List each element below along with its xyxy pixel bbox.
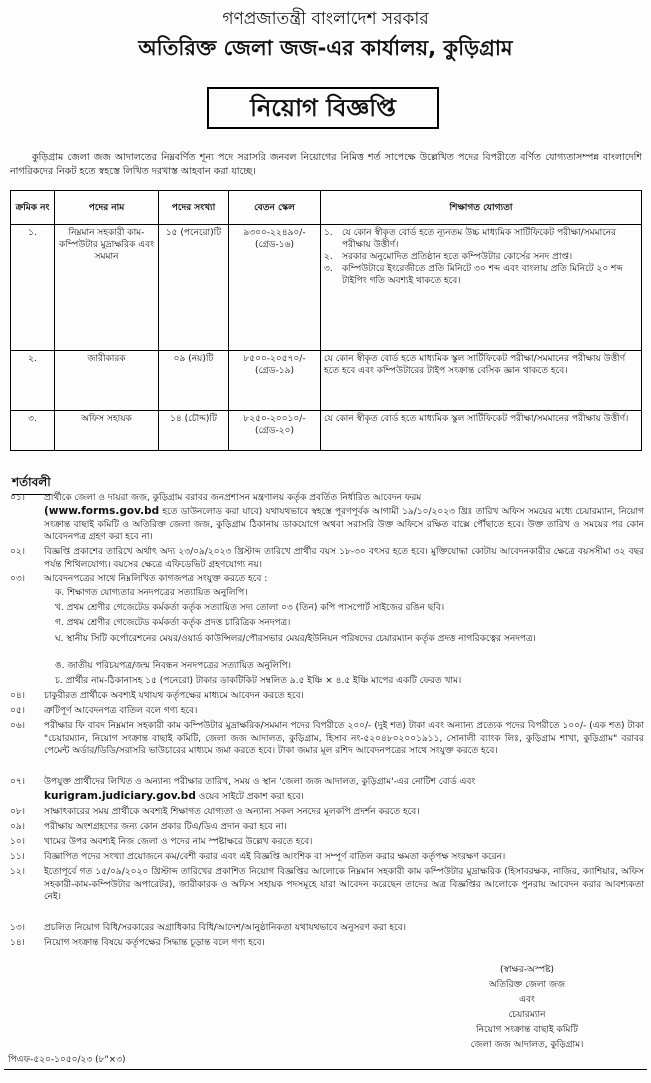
attachment-item: ঘ. স্থানীয় সিটি কর্পোরেশনের মেয়র/ওয়ার্ড কাউন্সিলর/পৌরসভার মেয়র/ইউনিয়ন পরিষদের চেয়ারম্যান কর্তৃক প্রদত্ত নাগরিকত্বের সনদপত্র। [55,634,536,644]
forms-link[interactable]: (www.forms.gov.bd [44,505,160,517]
header-count: পদের সংখ্যা [159,191,229,225]
qualification-cell [321,225,642,351]
table-row [11,411,642,451]
qualification-item: ৩. কম্পিউটারে ইংরেজীতে প্রতি মিনিটে ৩০ শব্দ এবং বাংলায় প্রতি মিনিটে ২০ শব্দ টাইপিং গতি অবশ্যই থাকতে হবে। [324,264,623,286]
bottom-rule [4,1069,647,1070]
condition-item: ১০। খামের উপর অবশ্যই নিজ জেলা ও পদের নাম স্পষ্টাক্ষরে উল্লেখ করতে হবে। [10,837,313,847]
header-post: পদের নাম [55,191,159,225]
condition-item: (www.forms.gov.bd হতে ডাউনলোড করা যাবে) যথাযথভাবে স্বহস্তে পূরণপূর্বক আগামী ১৯/১০/২০২৩ খ্রিঃ তারিখ অফিস সময়ের মধ্যে চেয়ারম্যান, নিয়োগ সংক্রান্ত বাছাই কমিটি ও অতিরিক্ত জেলা জজ, কুড়িগ্রাম ঠিকানায় ডাকযোগে অথবা সরাসরি উক্ত অফিসে রক্ষিত বাক্সে পৌঁছাতে হবে। উক্ত তারিখ ও সময়ের পর কোন আবেদনপত্র গ্রহণ করা হবে না। [44,505,644,543]
post-cell: জারীকারক [55,351,159,411]
table-row [11,351,642,411]
scale-cell: ৮৫০০-২০৫৭০/- (গ্রেড-১৯) [229,351,321,411]
attachment-item: ঙ. জাতীয় পরিচয়পত্র/জন্ম নিবন্ধন সনদপত্রের সত্যায়িত অনুলিপি। [55,661,292,671]
notice-title: নিয়োগ বিজ্ঞপ্তি [207,87,439,129]
signature-mark: (স্বাক্ষর-অস্পষ্ট) [499,965,555,975]
serial-cell: ২. [11,351,55,411]
serial-cell: ১. [11,225,55,351]
condition-item: ০৪। চাকুরীরত প্রার্থীকে অবশ্যই যথাযথ কর্তৃপক্ষের মাধ্যমে আবেদন করতে হবে। [10,691,304,701]
scale-cell: ৯৩০০-২২৪৯০/- (গ্রেড-১৬) [229,225,321,351]
qualification-cell: যে কোন স্বীকৃত বোর্ড হতে মাধ্যমিক স্কুল সার্টিফিকেট পরীক্ষা/সমমানের পরীক্ষায় উত্তীর্ণ। [321,411,642,451]
qualification-item: ২. সরকার অনুমোদিত প্রতিষ্ঠান হতে কম্পিউটার কোর্সের সনদ প্রাপ্ত। [324,252,573,262]
header-qualification: শিক্ষাগত যোগ্যতা [321,191,642,225]
judiciary-website-link[interactable]: kurigram.judiciary.gov.bd [44,790,196,802]
government-heading: গণপ্রজাতন্ত্রী বাংলাদেশ সরকার [222,9,429,29]
condition-item: ০৯। পরীক্ষায় অংশগ্রহণের জন্য কোন প্রকার টিএ/ডিএ প্রদান করা হবে না। [10,822,287,832]
header-scale: বেতন স্কেল [229,191,321,225]
signature-block [422,963,632,1053]
signatory-committee: নিয়োগ সংক্রান্ত বাছাই কমিটি [476,1025,578,1035]
count-cell: ১৪ (চৌদ্দ)টি [159,411,229,451]
table-header-row [11,191,642,225]
condition-item: ০১। প্রার্থীকে জেলা ও দায়রা জজ, কুড়িগ্রাম বরাবর জনপ্রশাসন মন্ত্রণালয় কর্তৃক প্রবর্তিত নির্ধারিত আবেদন ফরম [10,493,422,503]
condition-item: ০৮। সাক্ষাৎকারের সময় প্রার্থীকে অবশ্যই শিক্ষাগত যোগ্যতা ও অন্যান্য সকল সনদের মূলকপি প্রদর্শন করতে হবে। [10,807,420,817]
office-heading: অতিরিক্ত জেলা জজ-এর কার্যালয়, কুড়িগ্রাম [138,36,513,60]
qualification-item: ১. যে কোন স্বীকৃত বোর্ড হতে ন্যূনতম উচ্চ মাধ্যমিক সার্টিফিকেট পরীক্ষা/সমমানের পরীক্ষায় উত্তীর্ণ। [324,228,617,250]
signatory-designation: অতিরিক্ত জেলা জজ [488,980,566,990]
condition-item: ১৩। প্রচলিত নিয়োগ বিধি/সরকারের অগ্রাধিকার বিধি/আদেশ/আনুষ্ঠানিকতা যথাযথভাবে অনুসরণ করা হবে। [10,923,406,933]
signature-conjunction: এবং [519,995,535,1005]
post-cell: নিম্নমান সহকারী কাম-কম্পিউটার মুদ্রাক্ষরিক এবং সমমান [55,225,159,351]
condition-item: ১৪। নিয়োগ সংক্রান্ত বিষয়ে কর্তৃপক্ষের সিদ্ধান্ত চূড়ান্ত বলে গণ্য হবে। [10,938,265,948]
qualification-cell: যে কোন স্বীকৃত বোর্ড হতে মাধ্যমিক স্কুল সার্টিফিকেট পরীক্ষা/সমমানের পরীক্ষায় উত্তীর্ণ হতে হবে এবং কম্পিউটারের টাইপ সংক্রান্ত বেসিক জ্ঞান থাকতে হবে। [321,351,642,411]
count-cell: ০৯ (নয়)টি [159,351,229,411]
intro-paragraph: কুড়িগ্রাম জেলা জজ আদালতের নিম্নবর্ণিত শূন্য পদে সরাসরি জনবল নিয়োগের নিমিত্ত শর্ত সাপেক্ষে উল্লেখিত পদের বিপরীতে বর্ণিত যোগ্যতাসম্পন্ন বাংলাদেশি নাগরিকদের নিকট হতে স্বহস্তে লিখিত দরখাস্ত আহবান করা যাচ্ছে। [10,152,642,177]
table-row [11,225,642,351]
post-cell: অফিস সহায়ক [55,411,159,451]
condition-item: ০২। বিজ্ঞপ্তি প্রকাশের তারিখে অর্থাৎ অদ্য ২৩/০৯/২০২৩ খ্রিস্টাব্দ তারিখে প্রার্থীর বয়স ১৮-৩০ বৎসর হতে হবে। মুক্তিযোদ্ধা কোটায় আবেদনকারীর ক্ষেত্রে বয়সসীমা ৩২ বছর পর্যন্ত শিথিলযোগ্য। বয়সের ক্ষেত্রে এফিডেভিট গ্রহণযোগ্য নয়। [10,547,644,570]
serial-cell: ৩. [11,411,55,451]
scale-cell: ৮২৫০-২০০১০/- (গ্রেড-২০) [229,411,321,451]
conditions-heading: শর্তাবলী [12,474,51,495]
signatory-court: জেলা জজ আদালত, কুড়িগ্রাম। [470,1040,584,1050]
condition-item: ১১। বিজ্ঞাপিত পদের সংখ্যা প্রয়োজনে কম/বেশী করার এবং এই বিজ্ঞপ্তি আংশিক বা সম্পূর্ণ বাতিল করার ক্ষমতা কর্তৃপক্ষ সংরক্ষণ করেন। [10,852,506,862]
condition-item: ০৫। ত্রুটিপূর্ণ আবেদনপত্র বাতিল বলে গণ্য হবে। [10,706,198,716]
count-cell: ১৫ (পনেরো)টি [159,225,229,351]
attachment-item: ক. শিক্ষাগত যোগ্যতার সনদপত্রের সত্যায়িত অনুলিপি। [55,588,248,598]
condition-item: ১২। ইতোপূর্বে গত ১৫/০৯/২০২০ খ্রিস্টাব্দ তারিখের প্রকাশিত নিয়োগ বিজ্ঞপ্তির আলোকে নিম্নমান সহকারী কাম কম্পিউটার মুদ্রাক্ষরিক (হিসাবরক্ষক, নাজির, ক্যাশিয়ার, অফিস সহকারী-কাম-কম্পিউটার অপারেটর), জারীকারক ও অফিস সহায়ক পদসমূহে যারা আবেদন করেছেন তাদের অত্র বিজ্ঞপ্তির আলোকে পুনরায় আবেদন করার আবশ্যকতা নেই। [10,867,644,903]
attachment-item: খ. প্রথম শ্রেণীর গেজেটেড কর্মকর্তা কর্তৃক সত্যায়িত সদ্য তোলা ০৩ (তিন) কপি পাসপোর্ট সাইজের রঙিন ছবি। [55,603,445,613]
header-serial: ক্রমিক নং [11,191,55,225]
signatory-role: চেয়ারম্যান [508,1010,546,1020]
attachment-item: গ. প্রথম শ্রেণীর গেজেটেড কর্মকর্তা কর্তৃক প্রদত্ত চারিত্রিক সনদপত্র। [55,618,291,628]
attachment-item: চ. প্রার্থীর নাম-ঠিকানাসহ ১৫ (পনেরো) টাকার ডাকটিকিট সম্বলিত ৯.৫ ইঞ্চি × ৪.৫ ইঞ্চি মাপের একটি ফেরত খাম। [55,676,462,686]
condition-item: kurigram.judiciary.gov.bd ওয়েব সাইটে প্রকাশ করা হবে। [44,790,304,802]
condition-item: ০৬। পরীক্ষার ফি বাবদ নিম্নমান সহকারী কাম কম্পিউটার মুদ্রাক্ষরিক/সমমান পদের বিপরীতে ২০০/- (দুই শত) টাকা এবং অন্যান্য প্রত্যেক পদের বিপরীতে ১০০/- (এক শত) টাকা "চেয়ারম্যান, নিয়োগ সংক্রান্ত বাছাই কমিটি, জেলা জজ আদালত, কুড়িগ্রাম, হিসাব নং-৫২০৪৮০২০০১৯১১, সোনালী ব্যাংক লিঃ, কুড়িগ্রাম শাখা, কুড়িগ্রাম" বরাবর পেমেন্ট অর্ডার/ডিডি/সরাসরি ভাউচারের মাধ্যমে জমা করতে হবে। টাকা জমার মূল রশিদ আবেদনপত্রের সাথে সংযুক্ত করতে হবে। [10,721,644,757]
print-reference: পিএফ-৫২০-১০৫০/২৩ (৮"×৩) [8,1055,126,1065]
posts-table [10,190,642,451]
condition-item: ০৭। উপযুক্ত প্রার্থীদের লিখিত ও অন্যান্য পরীক্ষার তারিখ, সময় ও স্থান 'জেলা জজ আদালত, কুড়িগ্রাম'-এর নোটিশ বোর্ড এবং [10,777,476,787]
condition-item: ০৩। আবেদনপত্রের সাথে নিম্নলিখিত কাগজপত্র সংযুক্ত করতে হবে : [10,574,268,584]
